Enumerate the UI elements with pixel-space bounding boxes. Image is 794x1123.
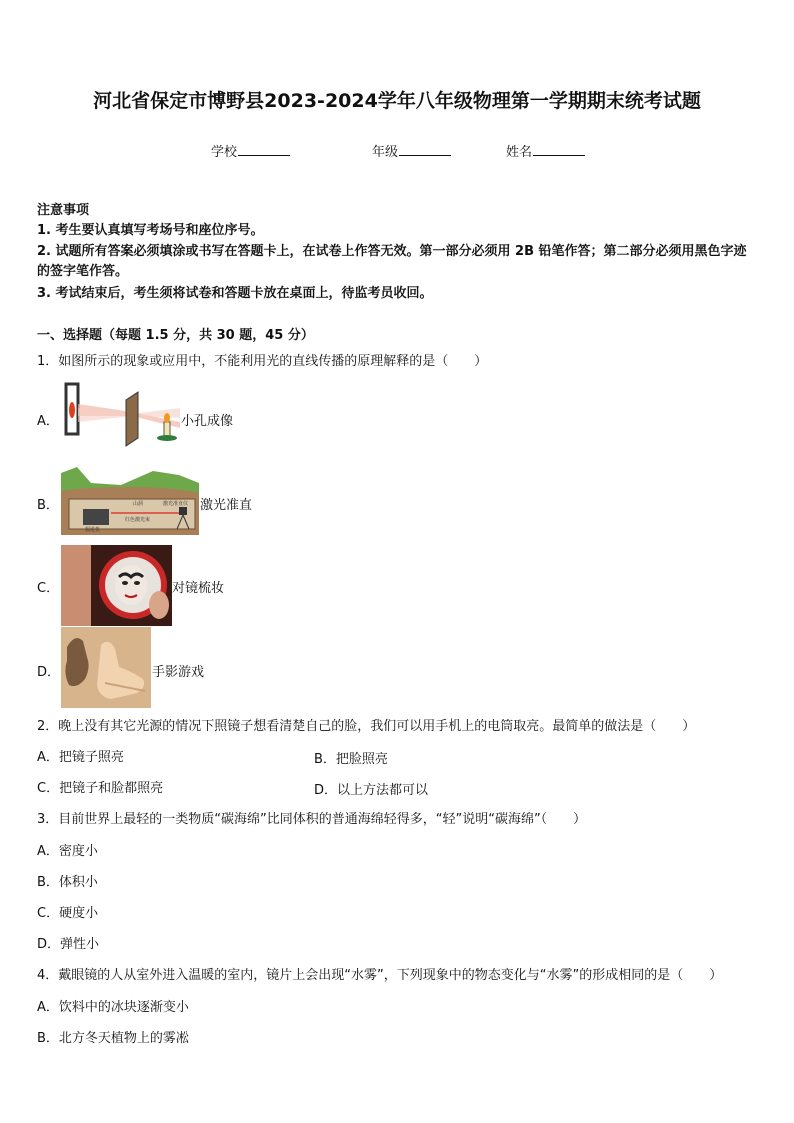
option-label: D．	[37, 665, 61, 680]
excavator-label: 掘进机	[85, 527, 101, 533]
question-stem: 3．目前世界上最轻的一类物质“碳海绵”比同体积的普通海绵轻得多，“轻”说明“碳海绵”（ ）	[37, 812, 587, 827]
school-blank	[238, 143, 290, 156]
laser-beam-label: 红色激光束	[125, 517, 151, 523]
mirror-makeup-image	[61, 545, 172, 626]
school-field	[211, 141, 290, 160]
option-text: C．硬度小	[37, 906, 99, 921]
section-heading: 一、选择题（每题 1.5 分，共 30 题，45 分）	[37, 328, 314, 343]
name-blank	[533, 143, 585, 156]
option-text: D．弹性小	[37, 937, 100, 952]
option-text: A．饮料中的冰块逐渐变小	[37, 1000, 189, 1015]
option-text: D．以上方法都可以	[314, 783, 429, 798]
tunnel-label: 山洞	[133, 501, 144, 507]
notice-item: 3. 考试结束后，考生须将试卷和答题卡放在桌面上，待监考员收回。	[37, 286, 433, 301]
option-text: A．把镜子照亮	[37, 750, 124, 765]
name-field	[506, 141, 585, 160]
notice-item: 2. 试题所有答案必须填涂或书写在答题卡上，在试卷上作答无效。第一部分必须用 2B 铅笔作答；第二部分必须用黑色字迹的签字笔作答。	[37, 244, 747, 279]
hand-shadow-image	[61, 627, 151, 708]
name-label: 姓名	[506, 145, 533, 160]
school-label: 学校	[211, 145, 238, 160]
option-label: B．	[37, 498, 59, 513]
grade-field	[372, 141, 451, 160]
option-text: A．密度小	[37, 844, 98, 859]
option-text: B．体积小	[37, 875, 98, 890]
option-label: C．	[37, 581, 60, 596]
option-text: B．把脸照亮	[314, 752, 388, 767]
pinhole-image	[60, 378, 180, 450]
question-stem: 4．戴眼镜的人从室外进入温暖的室内，镜片上会出现“水雾”，下列现象中的物态变化与“水雾”的形成相同的是（ ）	[37, 968, 723, 983]
option-caption: 对镜梳妆	[172, 581, 225, 596]
laser-device-label: 激光准直仪	[163, 501, 189, 507]
option-caption: 手影游戏	[152, 665, 205, 680]
option-label: A．	[37, 414, 59, 429]
question-stem: 2．晚上没有其它光源的情况下照镜子想看清楚自己的脸，我们可以用手机上的电筒取亮。最简单的做法是（ ）	[37, 719, 696, 734]
option-text: B．北方冬天植物上的雾凇	[37, 1031, 189, 1046]
grade-blank	[399, 143, 451, 156]
notice-heading: 注意事项	[37, 203, 90, 218]
grade-label: 年级	[372, 145, 399, 160]
option-caption: 激光准直	[200, 498, 253, 513]
notice-item: 1. 考生要认真填写考场号和座位序号。	[37, 223, 264, 238]
page-title: 河北省保定市博野县2023-2024学年八年级物理第一学期期末统考试题	[93, 90, 701, 112]
option-caption: 小孔成像	[181, 414, 234, 429]
question-stem: 1．如图所示的现象或应用中，不能利用光的直线传播的原理解释的是（ ）	[37, 354, 488, 369]
option-text: C．把镜子和脸都照亮	[37, 781, 164, 796]
laser-tunnel-image	[61, 465, 199, 535]
